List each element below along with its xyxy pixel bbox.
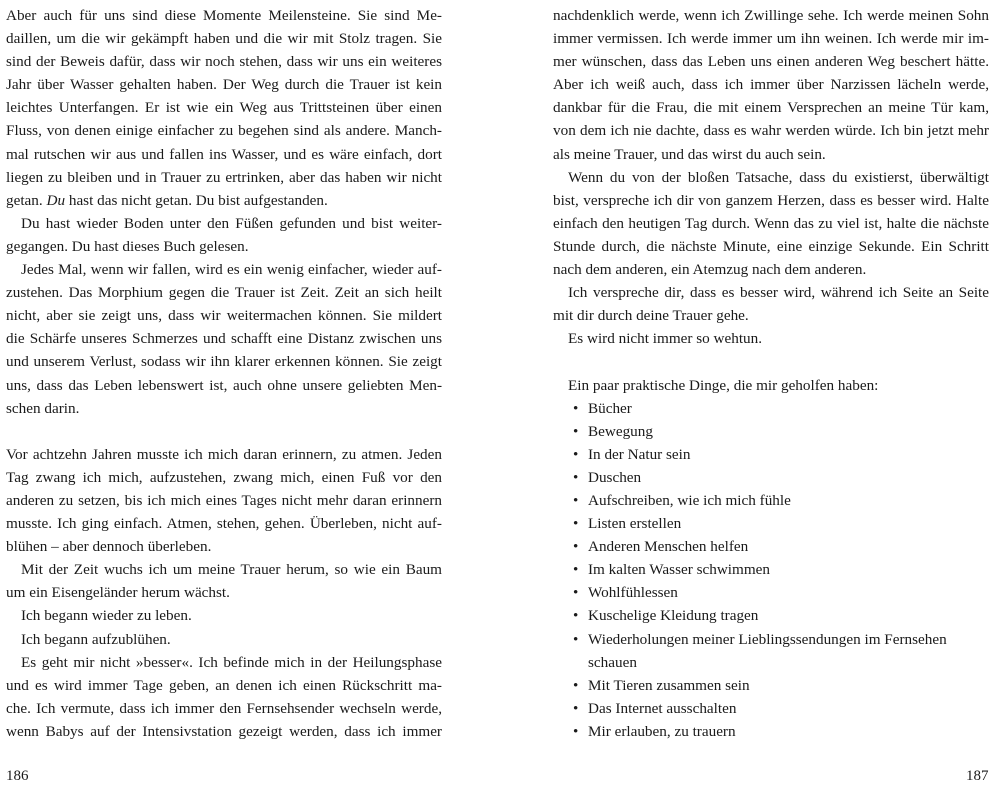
list-item: • Bewegung xyxy=(553,420,989,443)
text-line: nach dem anderen, ein Atemzug nach dem anderen. xyxy=(553,261,867,279)
text-line: Wenn du von der bloßen Tatsache, dass du existierst, überwältigt xyxy=(568,168,989,186)
bullet-icon: • xyxy=(573,538,579,556)
list-item: • Duschen xyxy=(553,466,989,489)
text-line: zustehen. Das Morphium gegen die Trauer ist Zeit. Zeit an sich heilt xyxy=(6,284,442,302)
list-item: • Kuschelige Kleidung tragen xyxy=(553,604,989,627)
text-line: Jedes Mal, wenn wir fallen, wird es ein wenig einfacher, wieder auf- xyxy=(21,261,442,279)
text-line: daillen, um die wir gekämpft haben und die wir mit Stolz tragen. Sie xyxy=(6,30,442,48)
text-line: immer vermissen. Ich werde immer um ihn weinen. Ich werde mir im- xyxy=(553,30,989,48)
list-item: • Im kalten Wasser schwimmen xyxy=(553,558,989,581)
right-page xyxy=(553,4,989,743)
bullet-icon: • xyxy=(573,399,579,417)
text-line: uns, dass das Leben lebenswert ist, auch ohne unsere geliebten Men- xyxy=(6,376,442,394)
bullet-icon: • xyxy=(573,468,579,486)
list-item: • Das Internet ausschalten xyxy=(553,697,989,720)
bullet-icon: • xyxy=(573,445,579,463)
text-line: und es wird immer Tage geben, an denen ich einen Rückschritt ma- xyxy=(6,676,442,694)
text-line: blühen – aber dennoch überleben. xyxy=(6,538,212,556)
text-line: und unserem Verlust, sodass wir ihn klarer erkennen können. Sie zeigt xyxy=(6,353,442,371)
paragraph-break xyxy=(6,420,442,443)
text-line: nachdenklich werde, wenn ich Zwillinge sehe. Ich werde meinen Sohn xyxy=(553,7,989,24)
text-line: einfach den heutigen Tag durch. Wenn das zu viel ist, halte die nächste xyxy=(553,214,989,232)
text-line: Aber auch für uns sind diese Momente Meilensteine. Sie sind Me- xyxy=(6,7,442,24)
bullet-icon: • xyxy=(573,699,579,717)
bullet-icon: • xyxy=(573,630,579,648)
list-item: • Aufschreiben, wie ich mich fühle xyxy=(553,489,989,512)
bullet-icon: • xyxy=(573,422,579,440)
bullet-icon: • xyxy=(573,676,579,694)
text-line: Du hast wieder Boden unter den Füßen gefunden und bist weiter- xyxy=(21,214,442,232)
list-item: • Wiederholungen meiner Lieblingssendungen im Fernsehen xyxy=(553,628,989,651)
text-line: Es geht mir nicht »besser«. Ich befinde mich in der Heilungsphase xyxy=(21,653,442,671)
list-item: • Mit Tieren zusammen sein xyxy=(553,674,989,697)
text-line: Ich begann aufzublühen. xyxy=(21,630,171,648)
text-line: liegen zu bleiben und in Trauer zu ertrinken, aber das haben wir nicht xyxy=(6,168,442,186)
list-item: • Wohlfühlessen xyxy=(553,581,989,604)
bullet-icon: • xyxy=(573,491,579,509)
list-intro: Ein paar praktische Dinge, die mir geholfen haben: xyxy=(568,376,879,394)
text-line: mit dir durch deine Trauer gehe. xyxy=(553,307,749,325)
text-line: als meine Trauer, und das wirst du auch sein. xyxy=(553,145,826,163)
emphasis-word: Du xyxy=(46,191,66,209)
text-line: mer wünschen, dass das Leben uns einen anderen Weg beschert hätte. xyxy=(553,53,989,71)
bullet-icon: • xyxy=(573,722,579,740)
text-line: Ich verspreche dir, dass es besser wird, während ich Seite an Seite xyxy=(568,284,989,302)
list-item: • Bücher xyxy=(553,397,989,420)
page-number-left: 186 xyxy=(6,768,29,784)
text-line: Mit der Zeit wuchs ich um meine Trauer herum, so wie ein Baum xyxy=(21,561,442,579)
paragraph-break xyxy=(553,350,989,373)
bullet-icon: • xyxy=(573,607,579,625)
text-line: von dem ich nie dachte, dass es wahr werden würde. Ich bin jetzt mehr xyxy=(553,122,989,140)
page-number-right: 187 xyxy=(966,768,989,784)
text-line: mal rutschen wir aus und fallen ins Wasser, und es wäre einfach, dort xyxy=(6,145,442,163)
left-page xyxy=(6,4,442,743)
text-line: sind der Beweis dafür, dass wir noch stehen, dass wir uns ein weiteres xyxy=(6,53,442,71)
text-line: leichtes Unterfangen. Er ist wie ein Weg aus Trittsteinen über einen xyxy=(6,99,442,117)
text-line: schen darin. xyxy=(6,399,80,417)
text-line: Es wird nicht immer so wehtun. xyxy=(568,330,763,348)
list-item: • Listen erstellen xyxy=(553,512,989,535)
text-line: Aber ich weiß auch, dass ich immer über Narzissen lächeln werde, xyxy=(553,76,989,94)
text-line: nicht, aber sie zeigt uns, dass wir weitermachen können. Sie mildert xyxy=(6,307,442,325)
text-line: Vor achtzehn Jahren musste ich mich daran erinnern, zu atmen. Jeden xyxy=(6,445,442,463)
text-line: che. Ich vermute, dass ich immer den Fernsehsender wechseln werde, xyxy=(6,699,442,717)
text-line: bist, verspreche ich dir von ganzem Herzen, dass es besser wird. Halte xyxy=(553,191,989,209)
text-line: gegangen. Du hast dieses Buch gelesen. xyxy=(6,237,249,255)
list-item-continuation: schauen xyxy=(588,653,637,671)
text-line: getan. Du hast das nicht getan. Du bist aufgestanden. xyxy=(6,191,328,209)
text-line: die Schärfe unseres Schmerzes und schafft eine Distanz zwischen uns xyxy=(6,330,442,348)
text-line: um ein Eisengeländer herum wächst. xyxy=(6,584,230,602)
text-line: Fluss, von denen einige einfacher zu begehen sind als andere. Manch- xyxy=(6,122,442,140)
text-line: dankbar für die Frau, die mit einem Versprechen an meine Tür kam, xyxy=(553,99,989,117)
text-line: anderen zu setzen, bis ich mich eines Tages nicht mehr daran erinnern xyxy=(6,491,442,509)
bullet-icon: • xyxy=(573,515,579,533)
text-line: Tag zwang ich mich, aufzustehen, zwang mich, einen Fuß vor den xyxy=(6,468,442,486)
text-line: musste. Ich ging einfach. Atmen, stehen, gehen. Überleben, nicht auf- xyxy=(6,515,442,533)
list-item: • In der Natur sein xyxy=(553,443,989,466)
list-item: • Anderen Menschen helfen xyxy=(553,535,989,558)
bullet-icon: • xyxy=(573,584,579,602)
text-line: wenn Babys auf der Intensivstation gezeigt werden, dass ich immer xyxy=(6,722,442,740)
text-line: Jahr über Wasser gehalten haben. Der Weg durch die Trauer ist kein xyxy=(6,76,442,94)
text-line: Stunde durch, die nächste Minute, eine einzige Sekunde. Ein Schritt xyxy=(553,237,989,255)
text-line: Ich begann wieder zu leben. xyxy=(21,607,192,625)
list-item: • Mir erlauben, zu trauern xyxy=(553,720,989,743)
bullet-icon: • xyxy=(573,561,579,579)
